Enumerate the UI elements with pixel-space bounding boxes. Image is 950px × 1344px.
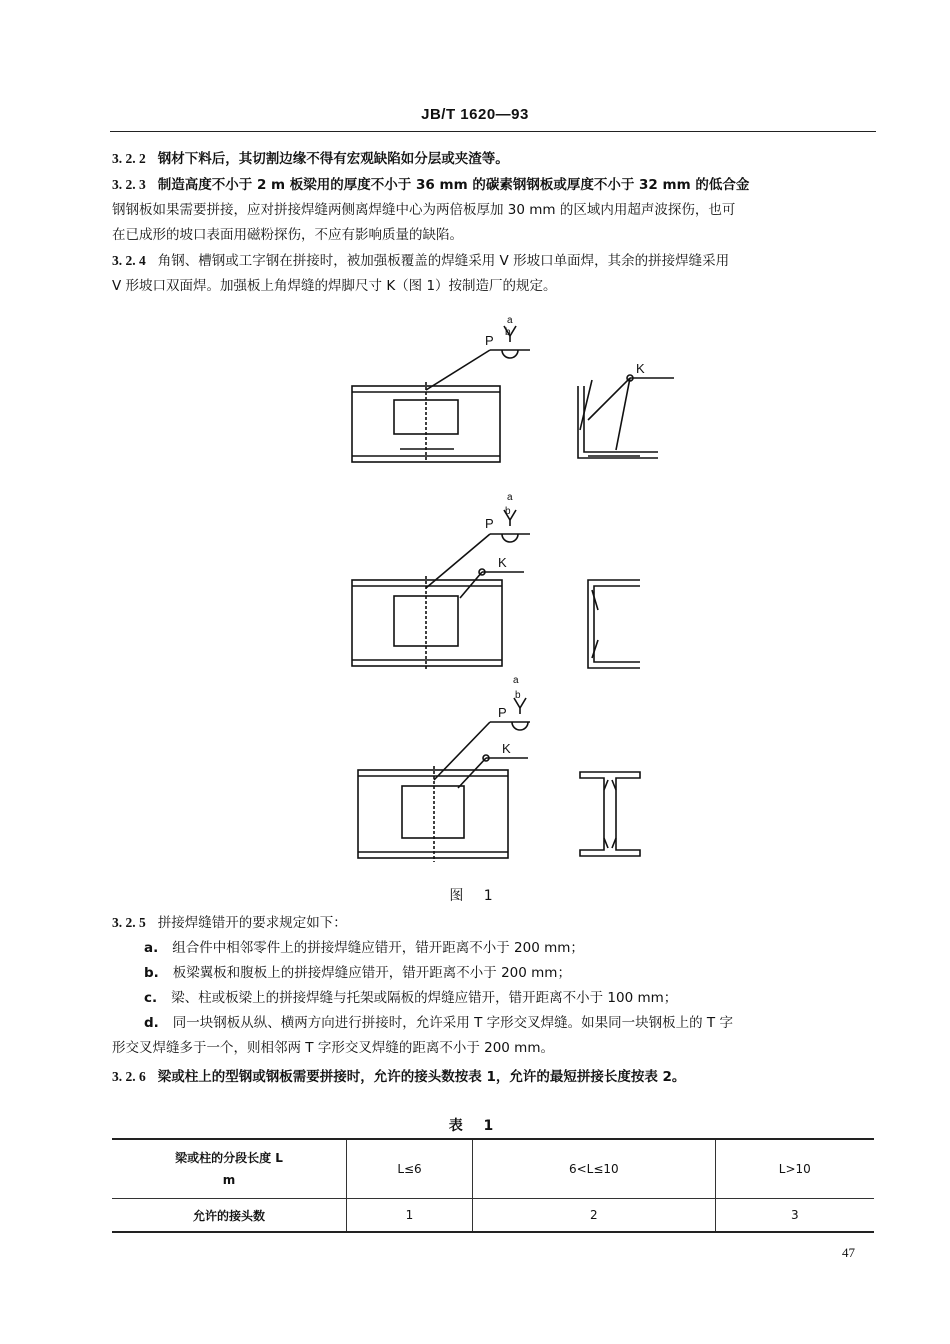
angle-section bbox=[578, 375, 674, 458]
table-title: 表 1 bbox=[448, 1118, 502, 1134]
list-item-text: 板梁翼板和腹板上的拼接焊缝应错开，错开距离不小于 200 mm； bbox=[172, 965, 571, 981]
list-item-text: 组合件中相邻零件上的拼接焊缝应错开，错开距离不小于 200 mm； bbox=[172, 940, 584, 956]
list-item-label: c. bbox=[144, 990, 158, 1006]
clause-text-line: 制造高度不小于 2 m 板梁用的厚度不小于 36 mm 的碳素钢钢板或厚度不小于 32 mm 的低合金 bbox=[157, 177, 750, 193]
list-item bbox=[112, 1011, 880, 1036]
label-k: K bbox=[498, 555, 507, 570]
clause-text-line: 钢钢板如果需要拼接，应对拼接焊缝两侧离焊缝中心为两倍板厚加 30 mm 的区域内用超声波探伤，也可 bbox=[112, 202, 736, 218]
table-cell: 2 bbox=[473, 1199, 716, 1233]
label-k: K bbox=[502, 741, 511, 756]
table-header-label bbox=[112, 1139, 347, 1199]
header-rule bbox=[110, 131, 876, 132]
clause-number: 3. 2. 3 bbox=[112, 177, 146, 192]
channel-section bbox=[588, 580, 640, 668]
clause-number: 3. 2. 2 bbox=[112, 151, 146, 166]
clause-number: 3. 2. 4 bbox=[112, 253, 146, 268]
clause-text-line: 在已成形的坡口表面用磁粉探伤，不应有影响质量的缺陷。 bbox=[112, 227, 463, 243]
label-p: P bbox=[498, 705, 507, 720]
angle-plate-elevation bbox=[352, 326, 530, 462]
clause-text: 拼接焊缝错开的要求规定如下： bbox=[157, 915, 347, 931]
clause-text: 钢材下料后，其切割边缘不得有宏观缺陷如分层或夹渣等。 bbox=[157, 151, 509, 167]
list-item bbox=[112, 936, 880, 961]
clause-text-line: 角钢、槽钢或工字钢在拼接时，被加强板覆盖的焊缝采用 V 形坡口单面焊，其余的拼接焊缝采用 bbox=[157, 253, 730, 269]
label-a: a bbox=[507, 315, 513, 326]
label-k: K bbox=[636, 361, 645, 376]
table-cell: 3 bbox=[715, 1199, 874, 1233]
paragraph-3-2-5 bbox=[112, 910, 880, 1061]
label-a: a bbox=[507, 492, 513, 503]
label-p: P bbox=[485, 516, 494, 531]
label-a: a bbox=[513, 675, 519, 686]
label-b: b bbox=[505, 327, 511, 338]
table-row bbox=[112, 1199, 874, 1233]
header-label-unit: m bbox=[222, 1173, 236, 1187]
paragraph-3-2-4 bbox=[112, 248, 880, 299]
table-header-row bbox=[112, 1139, 874, 1199]
list-item-text: 同一块钢板从纵、横两方向进行拼接时，允许采用 T 字形交叉焊缝。如果同一块钢板上的 T 字 bbox=[172, 1015, 733, 1031]
label-b: b bbox=[515, 690, 521, 701]
paragraph-3-2-2 bbox=[112, 146, 880, 172]
table-1-joint-count bbox=[112, 1138, 874, 1233]
label-b: b bbox=[505, 506, 511, 517]
table-header-cell: L>10 bbox=[715, 1139, 874, 1199]
table-row-label: 允许的接头数 bbox=[112, 1199, 347, 1233]
table-header-cell: L≤6 bbox=[347, 1139, 473, 1199]
list-item-text: 梁、柱或板梁上的拼接焊缝与托架或隔板的焊缝应错开，错开距离不小于 100 mm； bbox=[171, 990, 678, 1006]
i-beam-plate-elevation bbox=[358, 698, 530, 862]
list-item-label: d. bbox=[144, 1015, 159, 1031]
label-p: P bbox=[485, 333, 494, 348]
list-item bbox=[112, 986, 880, 1011]
standard-code-header: JB/T 1620—93 bbox=[421, 106, 529, 123]
paragraph-3-2-6 bbox=[112, 1064, 880, 1090]
channel-plate-elevation bbox=[352, 510, 530, 670]
clause-text: 梁或柱上的型钢或钢板需要拼接时，允许的接头数按表 1，允许的最短拼接长度按表 2。 bbox=[157, 1069, 686, 1085]
page-number: 47 bbox=[842, 1245, 855, 1260]
clause-text-line: V 形坡口双面焊。加强板上角焊缝的焊脚尺寸 K（图 1）按制造厂的规定。 bbox=[112, 278, 557, 294]
clause-number: 3. 2. 5 bbox=[112, 915, 146, 930]
header-label-line: 梁或柱的分段长度 L bbox=[175, 1151, 283, 1165]
list-item-label: a. bbox=[144, 940, 159, 956]
table-cell: 1 bbox=[347, 1199, 473, 1233]
table-header-cell: 6<L≤10 bbox=[473, 1139, 716, 1199]
clause-number: 3. 2. 6 bbox=[112, 1069, 146, 1084]
list-item-label: b. bbox=[144, 965, 159, 981]
list-item bbox=[112, 961, 880, 986]
paragraph-3-2-3 bbox=[112, 172, 880, 248]
i-beam-section bbox=[580, 772, 640, 856]
list-item-continuation: 形交叉焊缝多于一个，则相邻两 T 字形交叉焊缝的距离不小于 200 mm。 bbox=[112, 1040, 554, 1056]
figure-1-weld-diagram bbox=[330, 310, 710, 870]
figure-caption: 图 1 bbox=[449, 888, 501, 904]
